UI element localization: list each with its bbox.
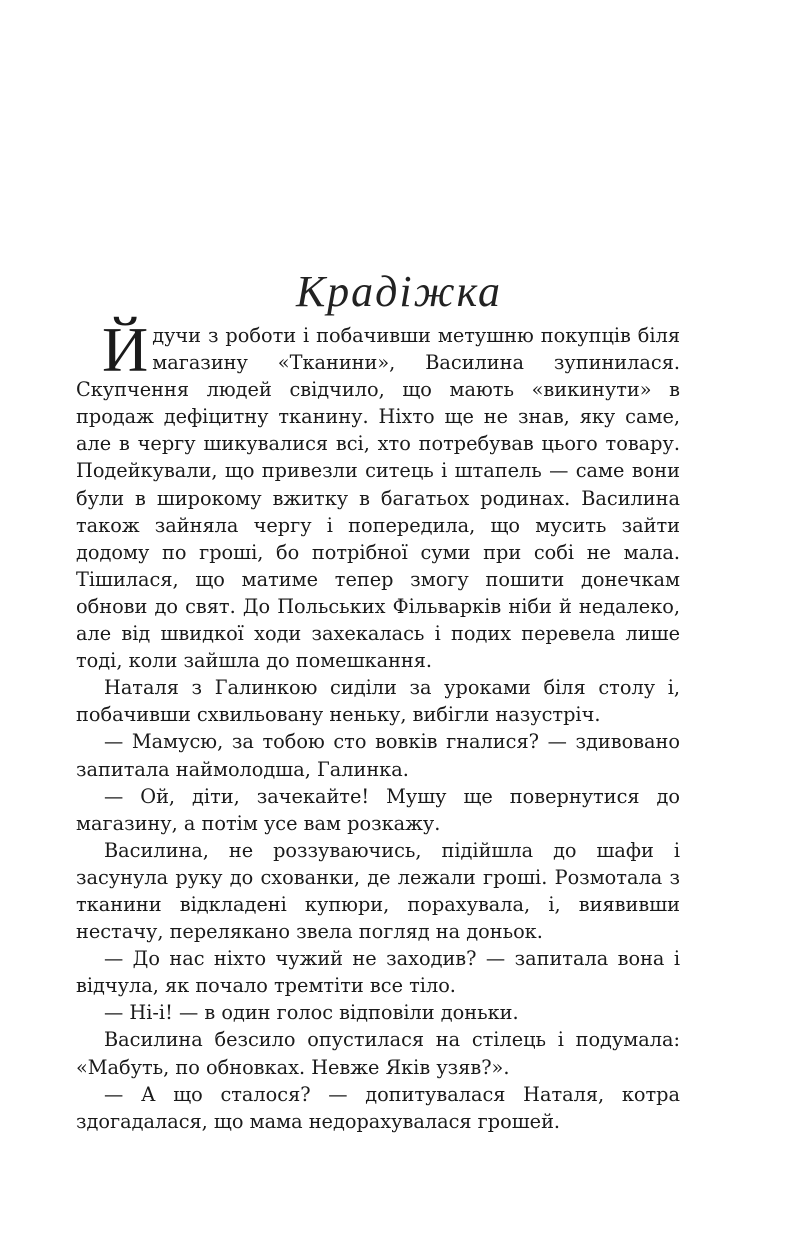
chapter-body — [76, 314, 680, 1135]
drop-cap: Й — [102, 314, 149, 385]
paragraph-2: Наталя з Галинкою сиділи за уроками біля столу і, побачивши схвильовану неньку, вибігли назустріч. — [76, 676, 680, 727]
chapter-title: Крадіжка — [295, 267, 503, 316]
paragraph-7: — Ні-і! — в один голос відповіли доньки. — [104, 1001, 519, 1025]
paragraph-9: — А що сталося? — допитувалася Наталя, котра здогадалася, що мама недорахувалася грошей. — [76, 1082, 680, 1133]
paragraph-6: — До нас ніхто чужий не заходив? — запитала вона і відчула, як почало тремтіти все тіло. — [76, 947, 680, 998]
paragraph-4: — Ой, діти, зачекайте! Мушу ще повернутися до магазину, а потім усе вам розкажу. — [76, 784, 680, 835]
paragraph-1 — [76, 314, 680, 674]
paragraph-1-text: дучи з роботи і побачивши метушню покупців біля магазину «Тканини», Василина зупинилася. Скупчення людей свідчило, що мають «викинути» в продаж дефіцитну тканину. Ніхто ще не знав, яку саме, але в чергу шикувалися всі, хто потребував цього товару. Подейкували, що привезли ситець і штапель — саме вони були в широкому вжитку в багатьох родинах. Василина також зайняла чергу і попередила, що мусить зайти додому по гроші, бо потрібної суми при собі не мала. Тішилася, що матиме тепер змогу пошити донечкам обнови до свят. До Польських Фільварків ніби й недалеко, але від швидкої ходи захекалась і подих перевела лише тоді, коли зайшла до помешкання. — [76, 324, 680, 673]
paragraph-5: Василина, не роззуваючись, підійшла до шафи і засунула руку до схованки, де лежали гроші. Розмотала з тканини відкладені купюри, порахувала, і, виявивши нестачу, перелякано звела погляд на доньок. — [76, 838, 680, 944]
paragraph-3: — Мамусю, за тобою сто вовків гналися? — здивовано запитала наймолодша, Галинка. — [76, 730, 680, 781]
paragraph-8: Василина безсило опустилася на стілець і подумала: «Мабуть, по обновках. Невже Яків узяв?». — [76, 1028, 680, 1079]
